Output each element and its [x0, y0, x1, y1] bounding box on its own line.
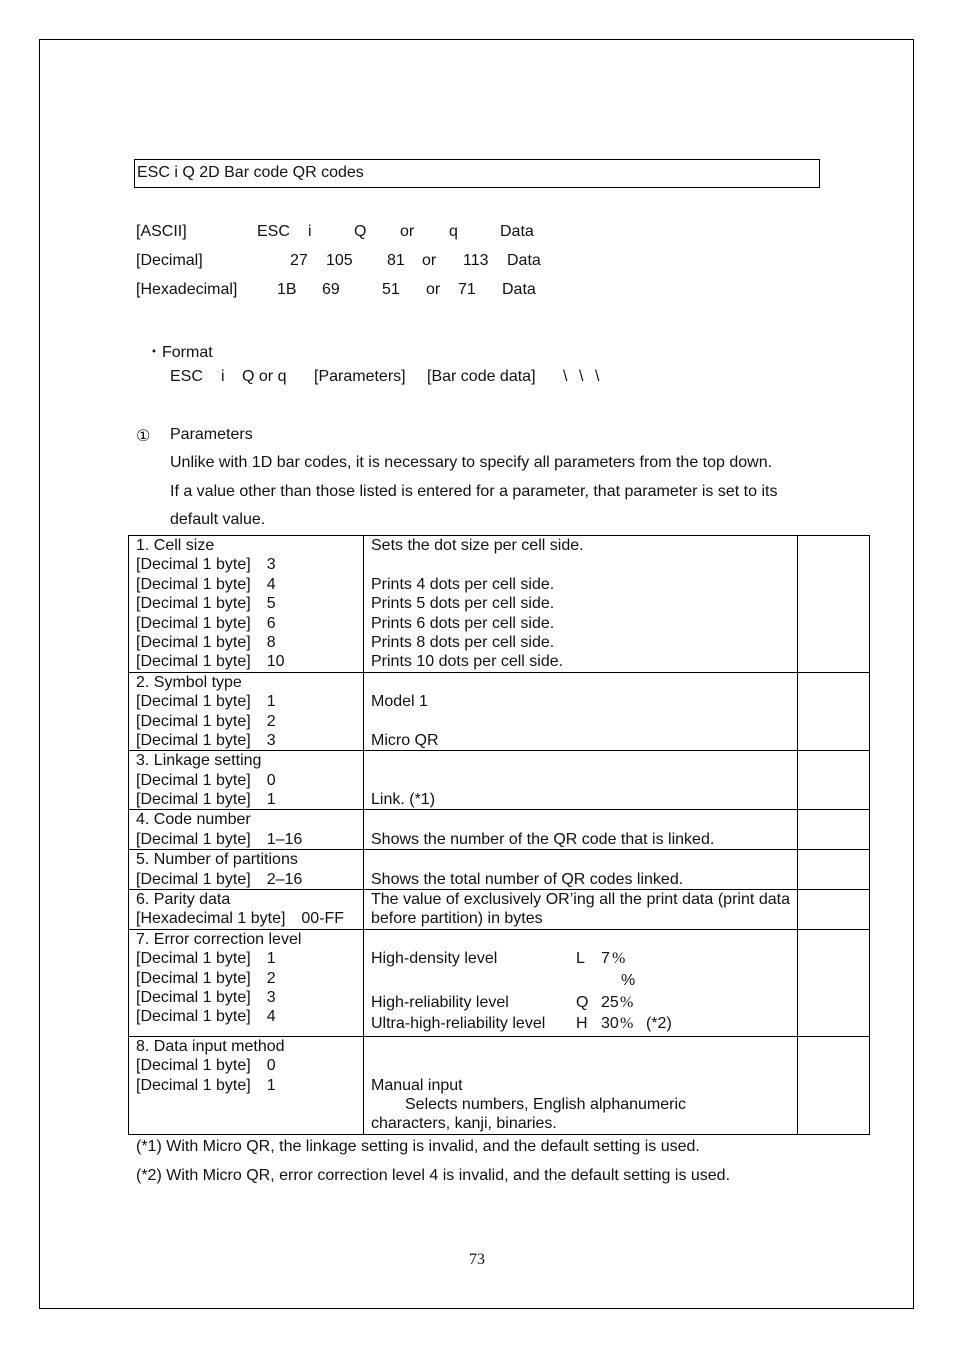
- code-value: or: [422, 252, 437, 269]
- description-cell: [364, 890, 798, 930]
- cell-line: [371, 555, 790, 574]
- code-label: [Hexadecimal]: [136, 281, 238, 298]
- parameter-cell: [129, 536, 364, 673]
- code-value: 113: [463, 252, 489, 269]
- cell-line: [Decimal 1 byte] 0: [136, 771, 276, 789]
- cell-line: [371, 673, 790, 692]
- format-token: \: [579, 368, 584, 385]
- cell-line: Prints 5 dots per cell side.: [371, 595, 555, 613]
- cell-line: [Decimal 1 byte] 0: [136, 1057, 276, 1075]
- cell-line: [Decimal 1 byte] 4: [136, 1008, 276, 1026]
- parameters-marker: ①: [136, 428, 151, 445]
- cell-line: [371, 1056, 790, 1075]
- footnote: (*1) With Micro QR, the linkage setting is invalid, and the default setting is used.: [136, 1138, 700, 1155]
- parameter-cell: [129, 890, 364, 930]
- cell-line: [Decimal 1 byte] 2: [136, 712, 276, 730]
- table-row: [129, 751, 870, 810]
- cell-line: Micro QR: [371, 731, 439, 749]
- parameter-cell: [129, 1036, 364, 1134]
- cell-line: The value of exclusively OR’ing all the print data (print data before partition) in bytes: [371, 891, 790, 928]
- cell-line: [371, 712, 790, 731]
- cell-line: [Decimal 1 byte] 1: [136, 693, 276, 711]
- parameters-intro: default value.: [170, 511, 266, 528]
- level-percent: %: [620, 1015, 634, 1033]
- parameters-heading: Parameters: [170, 426, 253, 443]
- code-label: [ASCII]: [136, 223, 187, 240]
- description-cell: [364, 929, 798, 1036]
- cell-line: [371, 751, 790, 770]
- level-value: 30: [601, 1015, 619, 1033]
- parameter-cell: [129, 672, 364, 751]
- cell-line: [Decimal 1 byte] 4: [136, 575, 276, 593]
- code-value: 71: [458, 281, 476, 298]
- cell-line: characters, kanji, binaries.: [371, 1115, 557, 1133]
- table-row: [129, 810, 870, 850]
- format-token: i: [221, 368, 225, 385]
- cell-line: Shows the number of the QR code that is linked.: [371, 830, 715, 848]
- level-note: (*2): [646, 1015, 672, 1033]
- cell-line: 2. Symbol type: [136, 673, 242, 691]
- cell-line: [Decimal 1 byte] 3: [136, 731, 276, 749]
- cell-line: [Hexadecimal 1 byte] 00-FF: [136, 910, 345, 928]
- format-token: \: [595, 368, 600, 385]
- code-value: 27: [290, 252, 308, 269]
- code-value: ESC: [257, 223, 290, 240]
- error-level-line: [371, 993, 790, 1014]
- code-value: Data: [502, 281, 536, 298]
- level-code: H: [576, 1015, 588, 1033]
- section-title: ESC i Q 2D Bar code QR codes: [134, 159, 820, 188]
- notes-cell: [798, 929, 870, 1036]
- level-name: Ultra-high-reliability level: [371, 1015, 546, 1033]
- level-name: High-reliability level: [371, 994, 509, 1012]
- cell-line: [Decimal 1 byte] 3: [136, 556, 276, 574]
- cell-line: [371, 771, 790, 790]
- description-cell: [364, 751, 798, 810]
- cell-line: 5. Number of partitions: [136, 851, 298, 869]
- cell-line: Prints 4 dots per cell side.: [371, 575, 555, 593]
- error-level-line: [371, 1014, 790, 1035]
- code-value: Q: [354, 223, 367, 240]
- cell-line: 3. Linkage setting: [136, 752, 262, 770]
- table-row: [129, 890, 870, 930]
- code-value: Data: [500, 223, 534, 240]
- notes-cell: [798, 890, 870, 930]
- cell-line: Manual input: [371, 1076, 463, 1094]
- level-name: High-density level: [371, 950, 498, 968]
- table-row: [129, 672, 870, 751]
- cell-line: [Decimal 1 byte] 8: [136, 633, 276, 651]
- code-label: [Decimal]: [136, 252, 203, 269]
- description-cell: [364, 672, 798, 751]
- cell-line: Selects numbers, English alphanumeric: [405, 1095, 687, 1113]
- cell-line: [371, 850, 790, 869]
- cell-line: [Decimal 1 byte] 5: [136, 595, 276, 613]
- cell-line: [Decimal 1 byte] 1: [136, 950, 276, 968]
- format-token: Q or q: [242, 368, 287, 385]
- format-heading: ・Format: [146, 344, 213, 361]
- error-level-line: [371, 949, 790, 971]
- footnote: (*2) With Micro QR, error correction level 4 is invalid, and the default setting is used.: [136, 1167, 731, 1184]
- parameters-table: [128, 535, 870, 1135]
- cell-line: Prints 8 dots per cell side.: [371, 633, 555, 651]
- code-value: 105: [326, 252, 353, 269]
- code-value: 69: [322, 281, 340, 298]
- cell-line: 1. Cell size: [136, 537, 215, 554]
- table-row: [129, 850, 870, 890]
- parameters-intro: Unlike with 1D bar codes, it is necessary to specify all parameters from the top down.: [170, 454, 773, 471]
- level-value: 25: [601, 994, 619, 1012]
- level-percent: %: [621, 972, 636, 990]
- cell-line: 4. Code number: [136, 811, 251, 829]
- notes-cell: [798, 536, 870, 673]
- table-row: [129, 929, 870, 1036]
- code-value: or: [426, 281, 441, 298]
- parameter-cell: [129, 751, 364, 810]
- level-code: Q: [576, 994, 589, 1012]
- level-percent: %: [620, 994, 634, 1012]
- parameter-cell: [129, 810, 364, 850]
- cell-line: Link. (*1): [371, 791, 436, 809]
- description-cell: [364, 850, 798, 890]
- cell-line: [Decimal 1 byte] 2: [136, 969, 276, 987]
- format-token: ESC: [170, 368, 203, 385]
- error-level-line: [371, 971, 790, 993]
- cell-line: [Decimal 1 byte] 1–16: [136, 830, 303, 848]
- page-number: 73: [469, 1251, 485, 1268]
- code-value: 51: [382, 281, 400, 298]
- cell-line: [371, 1037, 790, 1056]
- cell-line: Shows the total number of QR codes linked.: [371, 870, 684, 888]
- description-cell: [364, 536, 798, 673]
- cell-line: 8. Data input method: [136, 1037, 285, 1055]
- cell-line: [Decimal 1 byte] 10: [136, 653, 285, 671]
- notes-cell: [798, 672, 870, 751]
- format-token: [Parameters]: [314, 368, 406, 385]
- code-value: 81: [387, 252, 405, 269]
- table-row: [129, 1036, 870, 1134]
- level-code: L: [576, 950, 585, 968]
- parameter-cell: [129, 929, 364, 1036]
- code-value: q: [449, 223, 458, 240]
- cell-line: [Decimal 1 byte] 3: [136, 989, 276, 1007]
- notes-cell: [798, 751, 870, 810]
- cell-line: [Decimal 1 byte] 6: [136, 614, 276, 632]
- cell-line: [Decimal 1 byte] 1: [136, 1076, 276, 1094]
- format-token: [Bar code data]: [427, 368, 536, 385]
- code-value: i: [308, 223, 312, 240]
- description-cell: [364, 810, 798, 850]
- format-token: \: [563, 368, 568, 385]
- code-value: or: [400, 223, 415, 240]
- parameter-cell: [129, 850, 364, 890]
- code-value: 1B: [277, 281, 297, 298]
- level-percent: %: [612, 950, 626, 968]
- cell-line: [371, 810, 790, 829]
- parameters-intro: If a value other than those listed is entered for a parameter, that parameter is set to its: [170, 483, 778, 500]
- cell-line: Model 1: [371, 693, 428, 711]
- cell-line: Prints 10 dots per cell side.: [371, 653, 564, 671]
- notes-cell: [798, 850, 870, 890]
- cell-line: [Decimal 1 byte] 2–16: [136, 870, 303, 888]
- cell-line: 6. Parity data: [136, 891, 231, 909]
- cell-line: Sets the dot size per cell side.: [371, 537, 584, 554]
- table-row: [129, 536, 870, 673]
- notes-cell: [798, 1036, 870, 1134]
- code-value: Data: [507, 252, 541, 269]
- cell-line: [Decimal 1 byte] 1: [136, 791, 276, 809]
- cell-line: Prints 6 dots per cell side.: [371, 614, 555, 632]
- description-cell: [364, 1036, 798, 1134]
- level-value: 7: [601, 950, 610, 968]
- notes-cell: [798, 810, 870, 850]
- cell-line: 7. Error correction level: [136, 930, 302, 948]
